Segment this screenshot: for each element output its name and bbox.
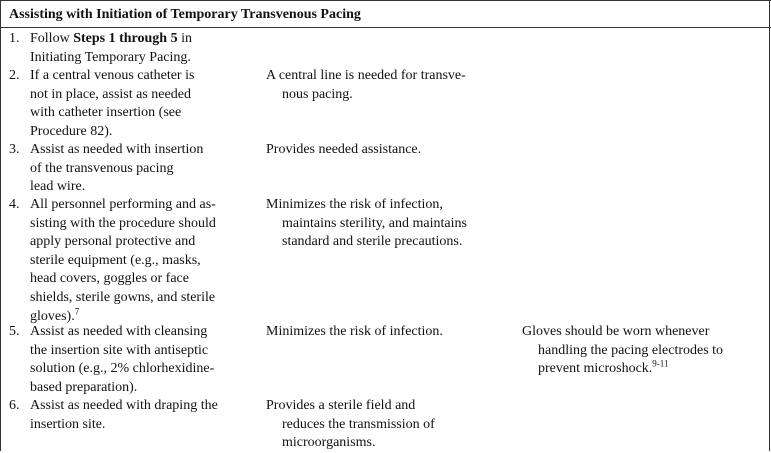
rationale-line: nous pacing.: [282, 86, 353, 102]
step-action-line: insertion site.: [30, 416, 106, 432]
step-action-line: head covers, goggles or face: [30, 271, 189, 287]
step-action-line: solution (e.g., 2% chlorhexidine-: [30, 361, 215, 377]
reference-superscript: 9-11: [652, 358, 669, 369]
step-number: 1.: [9, 31, 20, 46]
rationale-line: A central line is needed for transve-: [266, 68, 466, 83]
page-title: Assisting with Initiation of Temporary Transvenous Pacing: [9, 7, 361, 22]
special-line: prevent microshock.$^{9-11}$: [538, 358, 669, 377]
step-action: [9, 30, 249, 67]
special-considerations: [522, 323, 767, 379]
step-action-line: Initiating Temporary Pacing.: [30, 49, 191, 65]
table-header: [0, 0, 771, 28]
step-number: 6.: [9, 398, 20, 413]
special-line: Gloves should be worn whenever: [522, 324, 710, 339]
step-number: 4.: [9, 197, 20, 212]
rationale-line: Provides needed assistance.: [266, 142, 422, 157]
rationale-line: maintains sterility, and maintains: [282, 215, 467, 231]
step-action-line: If a central venous catheter is: [30, 68, 195, 83]
step-action-line: gloves).$^7$: [30, 305, 80, 324]
step-action: [9, 196, 249, 326]
reference-superscript: 7: [74, 305, 80, 316]
step-number: 5.: [9, 324, 20, 339]
step-action-line: sisting with the procedure should: [30, 215, 216, 231]
rationale-line: Provides a sterile field and: [266, 398, 416, 413]
rationale-line: Minimizes the risk of infection,: [266, 197, 443, 212]
step-action: [9, 141, 249, 197]
rationale-line: microorganisms.: [282, 435, 376, 451]
step-action-line: apply personal protective and: [30, 234, 196, 250]
step-action: [9, 397, 249, 434]
step-action-line: Assist as needed with insertion: [30, 142, 204, 157]
step-action-line: with catheter insertion (see: [30, 105, 182, 121]
step-action-line: shields, sterile gowns, and sterile: [30, 289, 216, 305]
step-rationale: [266, 67, 506, 104]
step-rationale: [266, 196, 506, 252]
step-action-line: not in place, assist as needed: [30, 86, 191, 102]
step-number: 3.: [9, 142, 20, 157]
step-rationale: [266, 141, 506, 160]
step-action-line: sterile equipment (e.g., masks,: [30, 252, 201, 268]
step-rationale: [266, 323, 506, 342]
special-line: handling the pacing electrodes to: [538, 342, 724, 358]
step-action-line: the insertion site with antiseptic: [30, 342, 209, 358]
rationale-line: reduces the transmission of: [282, 416, 435, 432]
step-action-line: Assist as needed with cleansing: [30, 324, 208, 339]
step-action-line: of the transvenous pacing: [30, 160, 174, 176]
step-action-line: Assist as needed with draping the: [30, 398, 218, 413]
step-action-line: lead wire.: [30, 179, 86, 195]
step-action: [9, 323, 249, 397]
rationale-line: Minimizes the risk of infection.: [266, 324, 443, 339]
step-rationale: [266, 397, 506, 453]
step-number: 2.: [9, 68, 20, 83]
rationale-line: standard and sterile precautions.: [282, 234, 463, 250]
step-action-line: All personnel performing and as-: [30, 197, 216, 212]
step-action-line: Procedure 82).: [30, 123, 113, 139]
step-action-line: based preparation).: [30, 379, 138, 395]
step-action-line: Follow Steps 1 through 5 in: [30, 31, 192, 46]
step-action: [9, 67, 249, 141]
